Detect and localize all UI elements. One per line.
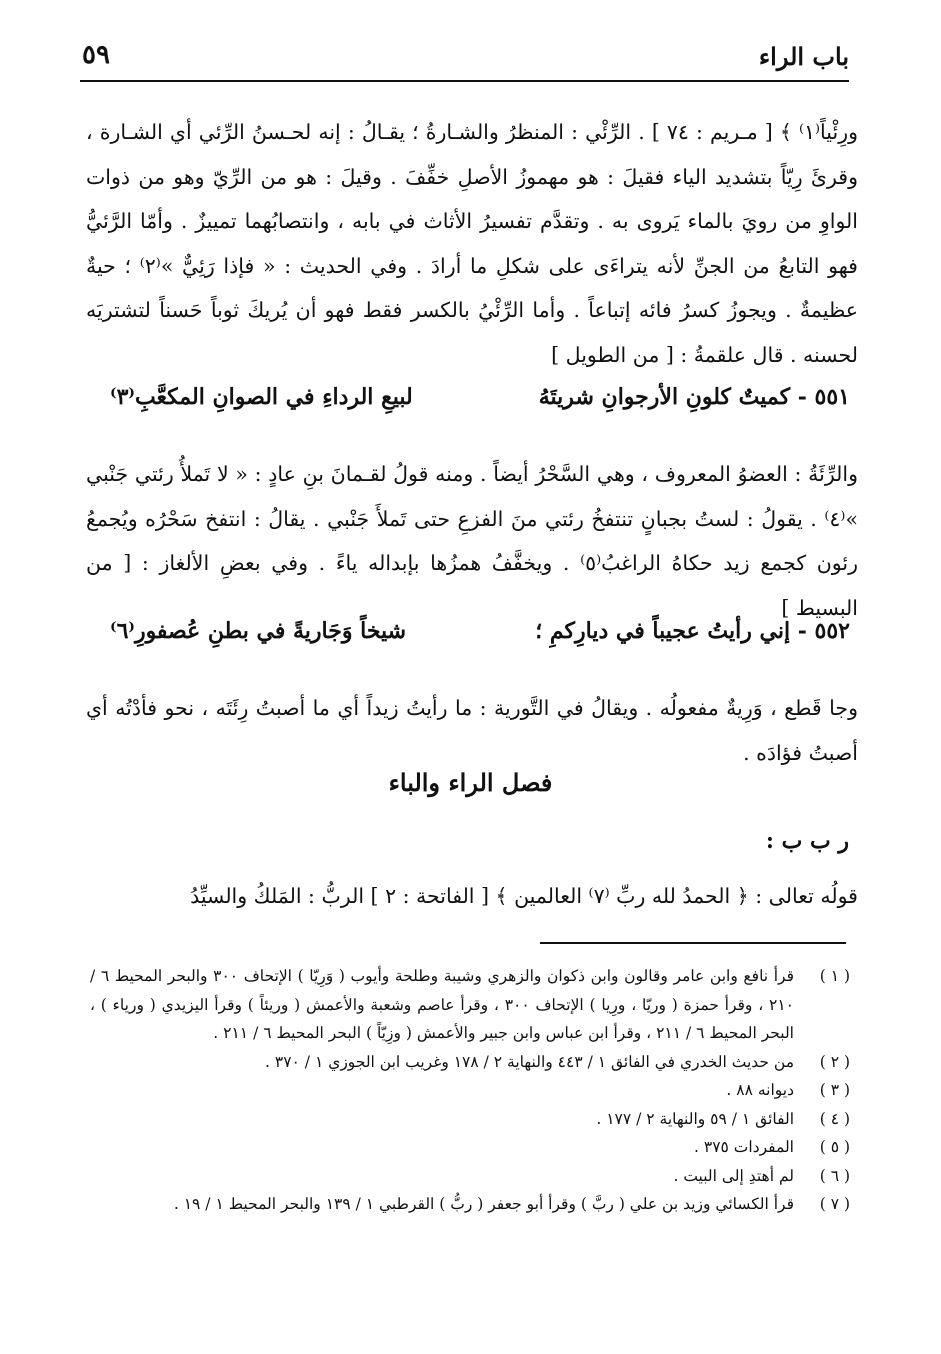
footnote-item bbox=[90, 1105, 850, 1134]
footnote-number: ( ٣ ) bbox=[819, 1081, 850, 1099]
verse-551-first-hemistich: ٥٥١ - كميتٌ كلونِ الأرجوانِ شريتَهُ bbox=[538, 384, 850, 410]
verse-551 bbox=[110, 384, 850, 428]
footnote-item bbox=[90, 1162, 850, 1191]
footnote-rule bbox=[540, 942, 846, 944]
footnote-number: ( ٢ ) bbox=[819, 1052, 850, 1071]
footnote-text: من حديث الخدري في الفائق ١ / ٤٤٣ والنهاية ٢ / ١٧٨ وغريب ابن الجوزي ١ / ٣٧٠ . bbox=[265, 1052, 794, 1071]
footnote-item bbox=[90, 1133, 850, 1162]
footnote-number: ( ٤ ) bbox=[819, 1109, 850, 1128]
footnote-text: قرأ الكسائي وزيد بن علي ( ربَّ ) وقرأ أبو جعفر ( ربُّ ) القرطبي ١ / ١٣٩ والبحر المحيط ١ / ١٩ . bbox=[173, 1195, 794, 1213]
root-label: ر ب ب : bbox=[765, 828, 849, 854]
footnote-item bbox=[90, 1048, 850, 1077]
paragraph-2: والرِّئَةُ : العضوُ المعروف ، وهي السَّحْرُ أيضاً . ومنه قولُ لقـمانَ بنِ عادٍ : « لا تَملأُ رئتي جَنْبي »⁽٤⁾ . يقولُ : لستُ بجبانٍ تنتفخُ رئتي منَ الفزعِ حتى تَملأَ جَنْبي . يقالُ : انتفخ سَحْرُه ويُجمعُ رئون كجمع زيد حكاهُ الراغبُ⁽٥⁾ . ويخفَّفُ همزُها بإبداله ياءً . وفي بعضِ الألغاز : [ من البسيط ] bbox=[86, 462, 858, 620]
footnote-text: لم أهتدِ إلى البيت . bbox=[673, 1166, 794, 1185]
paragraph-1: ورِئْياً⁽١⁾ ﴾ [ مـريم : ٧٤ ] . الرِّئْي : المنظرُ والشـارةُ ؛ يقـالُ : إنه لحـسنُ الرِّئي أي الشـارة ، وقرئَ رِيّاً بتشديد الياء فقيلَ : هو مهموزُ الأصلِ خفِّفَ . وقيلَ : هو من الرِّيّ وهو من ذوات الواوِ من رويَ بالماء يَروى به . وتقدَّم تفسيرُ الأثاث في بابه ، وانتصابُهما تمييزٌ . وأمّا الرَّئيُّ فهو التابعُ من الجنِّ لأنه يتراءَى على شكلِ ما أرادَ . وفي الحديث : « فإذا رَئِيٌّ »⁽٢⁾ ؛ حيةٌ عظيمةٌ . ويجوزُ كسرُ فائه إتباعاً . وأما الرِّئْيُ بالكسر فقط فهو أن يُريكَ ثوباً حَسناً لتشتريَه لحسنه . قال علقمةُ : [ من الطويل ] bbox=[86, 120, 858, 367]
footnote-text: الفائق ١ / ٥٩ والنهاية ٢ / ١٧٧ . bbox=[596, 1109, 794, 1128]
section-heading: فصل الراء والباء bbox=[388, 768, 553, 797]
verse-552-first-hemistich: ٥٥٢ - إني رأيتُ عجيباً في ديارِكمِ ؛ bbox=[535, 618, 850, 644]
paragraph-3: وجا قَطع ، وَرِيةٌ مفعولُه . ويقالُ في التَّورية : ما رأيتُ زيداً أي ما أصبتُ رِئَتَه ، نحو فأدْتُه أي أصبتُ فؤادَه . bbox=[86, 696, 858, 765]
footnote-text: ديوانه ٨٨ . bbox=[726, 1081, 794, 1099]
paragraph-4: قولُه تعالى : ﴿ الحمدُ لله ربِّ ⁽٧⁾ العالمين ﴾ [ الفاتحة : ٢ ] الربُّ : المَلكُ والسيِّدُ bbox=[190, 884, 858, 908]
verse-551-second-hemistich: لبيعِ الرداءِ في الصوانِ المكعَّبِ⁽٣⁾ bbox=[110, 384, 413, 410]
footnote-item bbox=[90, 962, 850, 1048]
footnote-text: المفردات ٣٧٥ . bbox=[694, 1138, 794, 1156]
footnote-number: ( ١ ) bbox=[819, 967, 850, 985]
footnotes bbox=[90, 962, 850, 1219]
footnote-item bbox=[90, 1190, 850, 1219]
footnote-number: ( ٧ ) bbox=[819, 1195, 850, 1213]
footnote-number: ( ٥ ) bbox=[819, 1138, 850, 1156]
footnote-number: ( ٦ ) bbox=[819, 1166, 850, 1185]
footnote-item bbox=[90, 1076, 850, 1105]
verse-552 bbox=[110, 618, 850, 662]
header-rule bbox=[80, 80, 849, 82]
running-title: باب الراء bbox=[758, 42, 849, 71]
verse-552-second-hemistich: شيخاً وَجَاريةً في بطنِ عُصفورِ⁽٦⁾ bbox=[110, 618, 407, 644]
page-number: ٥٩ bbox=[82, 40, 110, 70]
footnote-text: قرأ نافع وابن عامر وقالون وابن ذكوان والزهري وشيبة وطلحة وأيوب ( وَرِيّا ) الإتحاف ٣٠٠ والبحر المحيط ٦ / ٢١٠ ، وقرأ حمزة ( وريّا ، ورِيا ) الإتحاف ٣٠٠ ، وقرأ عاصم وشعبة والأعمش ( وريئاً ) وقرأ اليزيدي ( ورياء ) ، البحر المحيط ٦ / ٢١١ ، وقرأ ابن عباس وابن جبير والأعمش ( وزِيّاً ) البحر المحيط ٦ / ٢١١ . bbox=[90, 967, 794, 1042]
page-header bbox=[80, 38, 849, 82]
